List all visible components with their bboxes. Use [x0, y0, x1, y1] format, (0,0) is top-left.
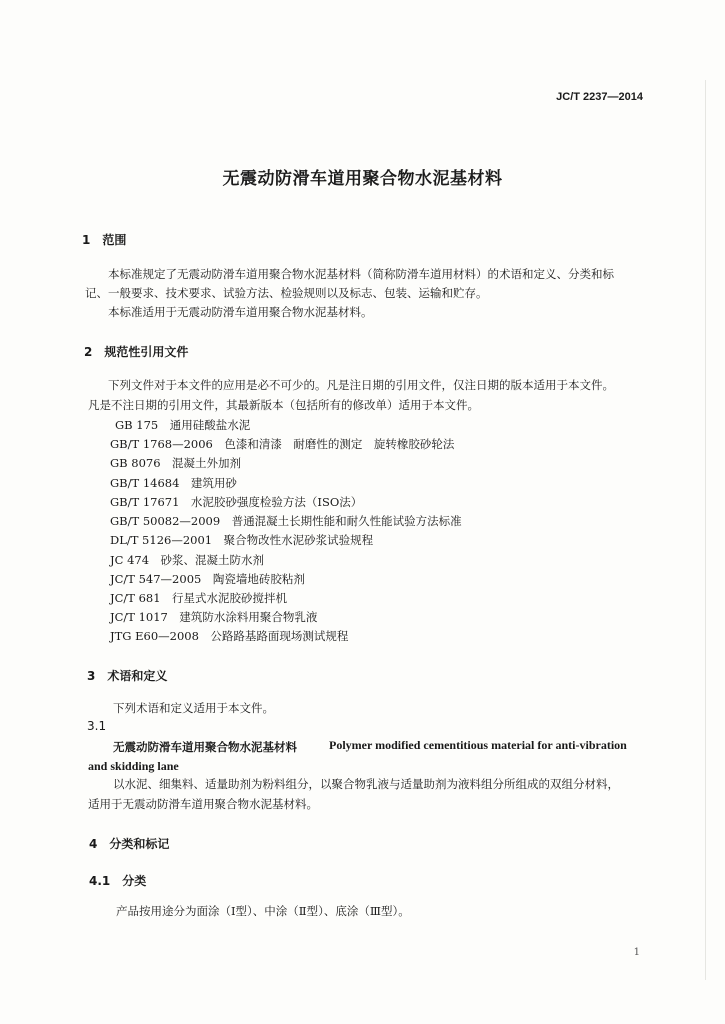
section-3-intro: 下列术语和定义适用于本文件。 [113, 701, 274, 715]
section-2-intro-line1: 下列文件对于本文件的应用是必不可少的。凡是注日期的引用文件，仅注日期的版本适用于本文件。 [108, 378, 614, 392]
section-4-para: 产品按用途分为面涂（Ⅰ型）、中涂（Ⅱ型）、底涂（Ⅲ型）。 [116, 904, 410, 918]
section-3-heading: 3 术语和定义 [87, 669, 168, 683]
reference-item: JC/T 1017 建筑防水涂料用聚合物乳液 [110, 610, 318, 624]
section-1-para2: 本标准适用于无震动防滑车道用聚合物水泥基材料。 [108, 305, 373, 319]
page-number: 1 [633, 947, 640, 958]
reference-item: DL/T 5126—2001 聚合物改性水泥砂浆试验规程 [110, 533, 374, 547]
section-2-intro-line2: 凡是不注日期的引用文件，其最新版本（包括所有的修改单）适用于本文件。 [88, 398, 479, 412]
standard-code: JC/T 2237—2014 [556, 91, 643, 103]
scan-edge-line [705, 80, 706, 980]
term-english-line2: and skidding lane [88, 759, 179, 773]
reference-item: GB/T 50082—2009 普通混凝土长期性能和耐久性能试验方法标准 [110, 514, 462, 528]
reference-item: JC 474 砂浆、混凝土防水剂 [110, 553, 265, 567]
term-definition-line1: 以水泥、细集料、适量助剂为粉料组分，以聚合物乳液与适量助剂为液料组分所组成的双组分材料， [113, 777, 619, 791]
reference-item: GB/T 17671 水泥胶砂强度检验方法（ISO法） [110, 495, 363, 509]
section-1-heading: 1 范围 [82, 233, 127, 247]
reference-item: JTG E60—2008 公路路基路面现场测试规程 [110, 629, 349, 643]
section-1-para1-line1: 本标准规定了无震动防滑车道用聚合物水泥基材料（简称防滑车道用材料）的术语和定义、分类和标 [108, 267, 614, 281]
reference-item: GB/T 14684 建筑用砂 [110, 476, 237, 490]
section-4-heading: 4 分类和标记 [89, 837, 170, 851]
reference-item: JC/T 547—2005 陶瓷墙地砖胶粘剂 [110, 572, 305, 586]
reference-item: GB/T 1768—2006 色漆和清漆 耐磨性的测定 旋转橡胶砂轮法 [110, 437, 455, 451]
subclause-4-1-heading: 4.1 分类 [89, 874, 147, 888]
section-1-para1-line2: 记、一般要求、技术要求、试验方法、检验规则以及标志、包装、运输和贮存。 [85, 286, 488, 300]
term-english-line1: Polymer modified cementitious material for anti-vibration [329, 738, 627, 752]
document-title: 无震动防滑车道用聚合物水泥基材料 [222, 169, 503, 189]
term-chinese: 无震动防滑车道用聚合物水泥基材料 [113, 740, 297, 754]
reference-item: GB 175 通用硅酸盐水泥 [115, 418, 251, 432]
reference-item: JC/T 681 行星式水泥胶砂搅拌机 [110, 591, 288, 605]
reference-item: GB 8076 混凝土外加剂 [110, 456, 242, 470]
section-2-heading: 2 规范性引用文件 [84, 345, 189, 359]
subclause-3-1-number: 3.1 [87, 719, 107, 733]
term-definition-line2: 适用于无震动防滑车道用聚合物水泥基材料。 [88, 797, 318, 811]
